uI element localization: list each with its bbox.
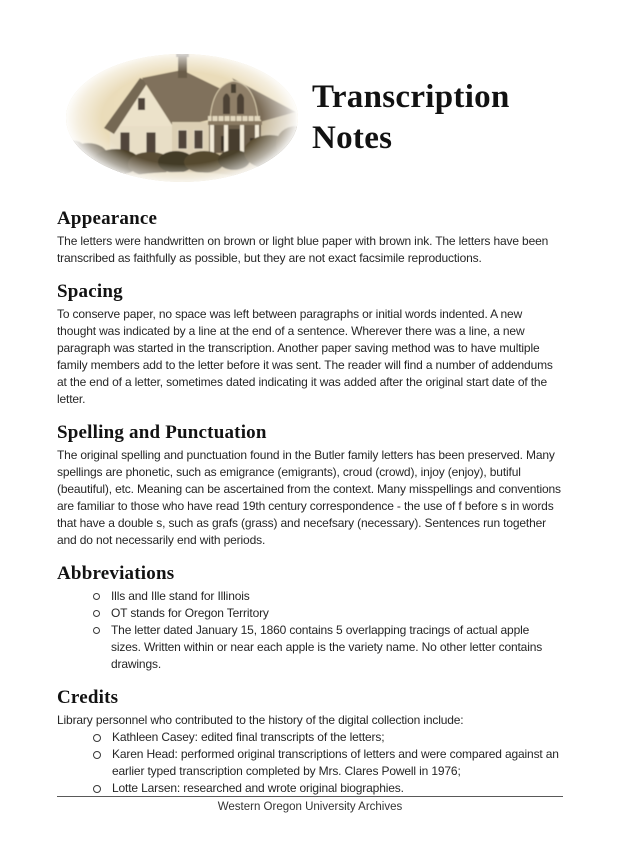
circle-bullet-icon xyxy=(93,593,100,600)
list-item-text: Kathleen Casey: edited final transcripts of the letters; xyxy=(112,730,385,744)
list-item xyxy=(93,605,562,622)
section-heading-credits: Credits xyxy=(57,687,119,708)
circle-bullet-icon xyxy=(93,734,101,742)
list-item xyxy=(93,588,562,605)
bullet-list xyxy=(57,588,562,673)
section-heading-abbreviations: Abbreviations xyxy=(57,563,175,584)
section-spelling-punctuation xyxy=(57,421,562,549)
circle-bullet-icon xyxy=(93,751,101,759)
paragraph: The letters were handwritten on brown or light blue paper with brown ink. The letters have been transcribed as faithfully as possible, but they are not exact facsimile reproductions. xyxy=(57,234,549,265)
list-item-text: Lotte Larsen: researched and wrote original biographies. xyxy=(112,781,404,795)
list-item xyxy=(93,780,562,797)
footer xyxy=(57,796,563,814)
section-heading-appearance: Appearance xyxy=(57,208,158,229)
bullet-list xyxy=(57,729,562,797)
circle-bullet-icon xyxy=(93,627,100,634)
paragraph: The original spelling and punctuation found in the Butler family letters has been preserved. Many spellings are phonetic, such as emigrance (emigrants), croud (crowd), injoy (enjoy), butiful (beautiful), etc. Meaning can be ascertained from the context. Many misspellings and conventions are familiar to those who have read 19th century correspondence - the use of f before s in words that have a double s, such as grafs (grass) and necefsary (necessary). Sentences run together and do not necessarily end with periods. xyxy=(57,448,561,547)
footer-text: Western Oregon University Archives xyxy=(217,801,403,813)
list-item xyxy=(93,729,562,746)
circle-bullet-icon xyxy=(93,785,101,793)
list-item-text: Karen Head: performed original transcriptions of letters and were compared against an earlier typed transcription completed by Mrs. Clares Powell in 1976; xyxy=(112,747,559,778)
section-abbreviations xyxy=(57,562,562,673)
section-credits xyxy=(57,686,562,797)
circle-bullet-icon xyxy=(93,610,100,617)
content xyxy=(0,207,618,797)
list-item-text: The letter dated January 15, 1860 contains 5 overlapping tracings of actual apple sizes. Written within or near each apple is the variety name. No other letter contains drawings. xyxy=(111,623,543,671)
list-item xyxy=(93,622,562,673)
list-item-text: Ills and Ille stand for Illinois xyxy=(111,589,250,603)
section-spacing xyxy=(57,280,562,408)
section-appearance xyxy=(57,207,562,267)
farmhouse-photo-illustration xyxy=(64,50,300,186)
list-item xyxy=(93,746,562,780)
paragraph: To conserve paper, no space was left between paragraphs or initial words indented. A new thought was indicated by a line at the end of a sentence. Wherever there was a line, a new paragraph was started in the transcription. Another paper saving method was to have multiple family members add to the letter before it was sent. The reader will find a number of addendums at the end of a letter, sometimes dated indicating it was added after the original start date of the letter. xyxy=(57,307,553,406)
credits-intro: Library personnel who contributed to the history of the digital collection include: xyxy=(57,713,464,727)
document-page xyxy=(0,50,618,850)
section-heading-spacing: Spacing xyxy=(57,281,123,302)
section-heading-spelling: Spelling and Punctuation xyxy=(57,422,267,443)
page-title: Transcription Notes xyxy=(312,79,510,156)
header xyxy=(64,50,618,186)
farmhouse-photo xyxy=(64,50,300,186)
list-item-text: OT stands for Oregon Territory xyxy=(111,606,269,620)
